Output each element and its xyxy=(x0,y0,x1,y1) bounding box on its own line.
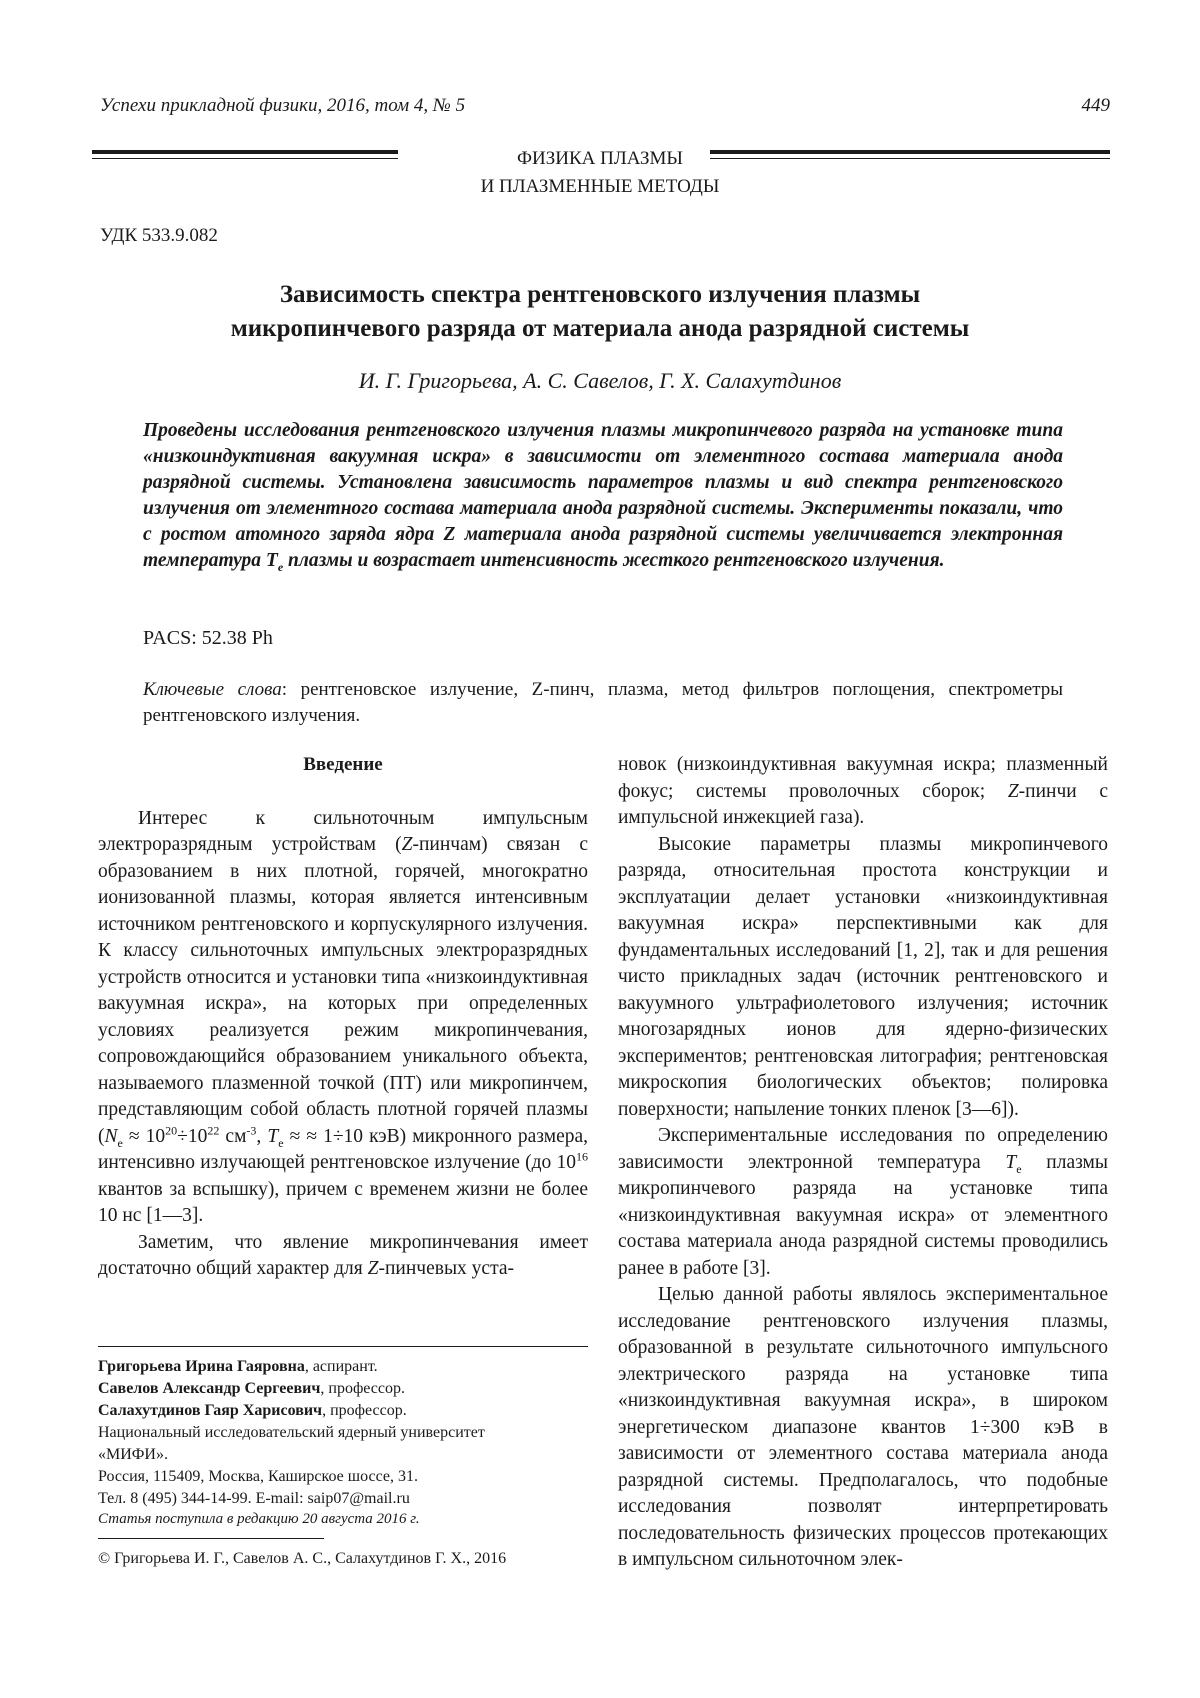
subscript: e xyxy=(278,1135,284,1150)
section-rule-left xyxy=(92,150,398,159)
section-heading-line1: ФИЗИКА ПЛАЗМЫ xyxy=(517,148,683,169)
intro-paragraph-5: Целью данной работы являлось экспериментальное исследование рентгеновского излучения плазмы, образованной в результате сильноточного импульсного электрического разряда на установке типа «низкоиндуктивная вакуумная искра», в широком энергетическом диапазоне квантов 1÷300 кэВ в зависимости от элементного состава материала анода разрядной системы. Предполагалось, что подобные исследования позволят интерпретировать последовательность физических процессов протекающих в импульсном сильноточном элек- xyxy=(618,1284,1108,1570)
pacs-code: PACS: 52.38 Ph xyxy=(143,627,273,649)
author-affiliations xyxy=(98,1356,588,1510)
subscript: e xyxy=(117,1135,123,1150)
abstract-subscript: e xyxy=(277,559,284,574)
paper-title-line2: микропинчевого разряда от материала анода разрядной системы xyxy=(230,315,970,342)
superscript: 20 xyxy=(165,1123,178,1137)
text-run: плазмы микропинчевого разряда на установке типа «низкоиндуктивная вакуумная искра» от элементного состава материала анода разрядной системы проводились ранее в работе [3]. xyxy=(618,1151,1108,1279)
address: Россия, 115409, Москва, Каширское шоссе, 31. xyxy=(98,1468,418,1485)
author-role: , профессор. xyxy=(320,1380,406,1397)
text-run: Интерес к сильноточным импульсным электроразрядным устройствам ( xyxy=(98,807,588,855)
page-number: 449 xyxy=(1081,95,1110,116)
author-name: Салахутдинов Гаяр Харисович xyxy=(98,1402,323,1419)
text-run: квантов за вспышку), причем с временем жизни не более 10 нс [1—3]. xyxy=(98,1178,588,1226)
organization-line-2: «МИФИ». xyxy=(98,1446,168,1463)
italic-symbol: T xyxy=(267,1125,279,1147)
udk-code: УДК 533.9.082 xyxy=(100,225,218,246)
intro-paragraph-2 xyxy=(98,1230,588,1283)
copyright-rule xyxy=(98,1538,324,1539)
italic-symbol: T xyxy=(1005,1151,1017,1173)
intro-paragraph-3: Высокие параметры плазмы микропинчевого разряда, относительная простота конструкции и эксплуатации делает установки «низкоиндуктивная вакуумная искра» перспективными как для фундаментальных исследований [1, 2], так и для решения чисто прикладных задач (источник рентгеновского и вакуумного ультрафиолетового излучения; источник многозарядных ионов для ядерно-физических экспериментов; рентгеновская литография; рентгеновская микроскопия биологических объектов; полировка поверхности; напыление тонких пленок [3—6]). xyxy=(618,833,1108,1120)
journal-title: Успехи прикладной физики, 2016, том 4, № 5 xyxy=(100,95,466,116)
footnote-rule xyxy=(98,1346,588,1347)
author-role: , аспирант. xyxy=(304,1358,378,1375)
text-run: -пинчам) связан с образованием в них плотной, горячей, многократно ионизованной плазмы, которая является интенсивным источником рентгеновского и корпускулярного излучения. К классу сильноточных импульсных электроразрядных устройств относится и установки типа «низкоиндуктивная вакуумная искра», на которых при определенных условиях реализуется режим микропинчевания, сопровождающийся образованием уникального объекта, называемого плазменной точкой (ПТ) или микропинчем, представляющим собой область плотной горячей плазмы ( xyxy=(98,834,588,1147)
intro-paragraph-1 xyxy=(98,806,588,1230)
text-run: ≈ ≈ 1÷10 кэВ) микронного размера, интенсивно излучающей рентгеновское излучение (до 10 xyxy=(98,1125,589,1173)
text-run: -пинчи с импульсной инжекцией газа). xyxy=(618,780,1108,828)
superscript: -3 xyxy=(246,1123,257,1137)
contact: Тел. 8 (495) 344-14-99. E-mail: saip07@mail.ru xyxy=(98,1490,410,1507)
authors: И. Г. Григорьева, А. С. Савелов, Г. Х. Салахутдинов xyxy=(358,368,842,393)
italic-symbol: N xyxy=(104,1125,118,1147)
author-2 xyxy=(98,1378,588,1400)
text-run: -пинчевых уста- xyxy=(378,1258,514,1279)
superscript: 16 xyxy=(576,1149,588,1164)
abstract xyxy=(143,418,1063,574)
intro-paragraph-4 xyxy=(618,1123,1108,1282)
copyright: © Григорьева И. Г., Савелов А. С., Салахутдинов Г. Х., 2016 xyxy=(98,1550,507,1567)
subscript: e xyxy=(1016,1161,1022,1176)
left-column xyxy=(98,752,588,1283)
author-name: Григорьева Ирина Гаяровна xyxy=(98,1358,305,1375)
paper-title xyxy=(130,278,1070,346)
text-run: Экспериментальные исследования по определению зависимости электронной температура xyxy=(618,1125,1108,1173)
text-run: новок (низкоиндуктивная вакуумная искра; плазменный фокус; системы проволочных сборок; xyxy=(618,754,1108,802)
author-3 xyxy=(98,1400,588,1422)
italic-symbol: Z xyxy=(1007,780,1019,802)
keywords-label: Ключевые слова xyxy=(143,679,282,700)
italic-symbol: Z xyxy=(367,1258,379,1279)
text-run: ≈ 10 xyxy=(122,1125,166,1147)
abstract-text-2: плазмы и возрастает интенсивность жесткого рентгеновского излучения. xyxy=(283,550,945,571)
section-rule-right xyxy=(710,150,1110,159)
text-run: ÷10 xyxy=(177,1125,208,1147)
organization-line-1: Национальный исследовательский ядерный университет xyxy=(98,1424,485,1441)
text-run: Заметим, что явление микропинчевания имеет достаточно общий характер для xyxy=(98,1231,588,1279)
section-heading-line2: И ПЛАЗМЕННЫЕ МЕТОДЫ xyxy=(480,176,720,197)
author-name: Савелов Александр Сергеевич xyxy=(98,1380,321,1397)
abstract-text-1: Проведены исследования рентгеновского излучения плазмы микропинчевого разряда на установке типа «низкоиндуктивная вакуумная искра» в зависимости от элементного состава материала анода разрядной системы. Установлена зависимость параметров плазмы и вид спектра рентгеновского излучения от элементного состава материала анода разрядной системы. Эксперименты показали, что с ростом атомного заряда ядра Z материала анода разрядной системы увеличивается электронная температура T xyxy=(143,420,1063,571)
author-1 xyxy=(98,1356,588,1378)
intro-paragraph-2-continued xyxy=(618,752,1108,832)
superscript: 22 xyxy=(207,1123,220,1137)
author-role: , профессор. xyxy=(322,1402,407,1419)
section-heading xyxy=(430,145,770,201)
paper-title-line1: Зависимость спектра рентгеновского излучения плазмы xyxy=(279,281,921,308)
keywords-text: : рентгеновское излучение, Z-пинч, плазма, метод фильтров поглощения, спектрометры рентгеновского излучения. xyxy=(143,679,1063,726)
section-introduction-heading: Введение xyxy=(303,754,383,775)
keywords xyxy=(143,677,1063,729)
text-run: , xyxy=(256,1125,268,1147)
text-run: см xyxy=(219,1125,247,1147)
italic-symbol: Z xyxy=(401,834,413,855)
right-column xyxy=(618,752,1108,1574)
received-date: Статья поступила в редакцию 20 августа 2016 г. xyxy=(98,1511,420,1527)
